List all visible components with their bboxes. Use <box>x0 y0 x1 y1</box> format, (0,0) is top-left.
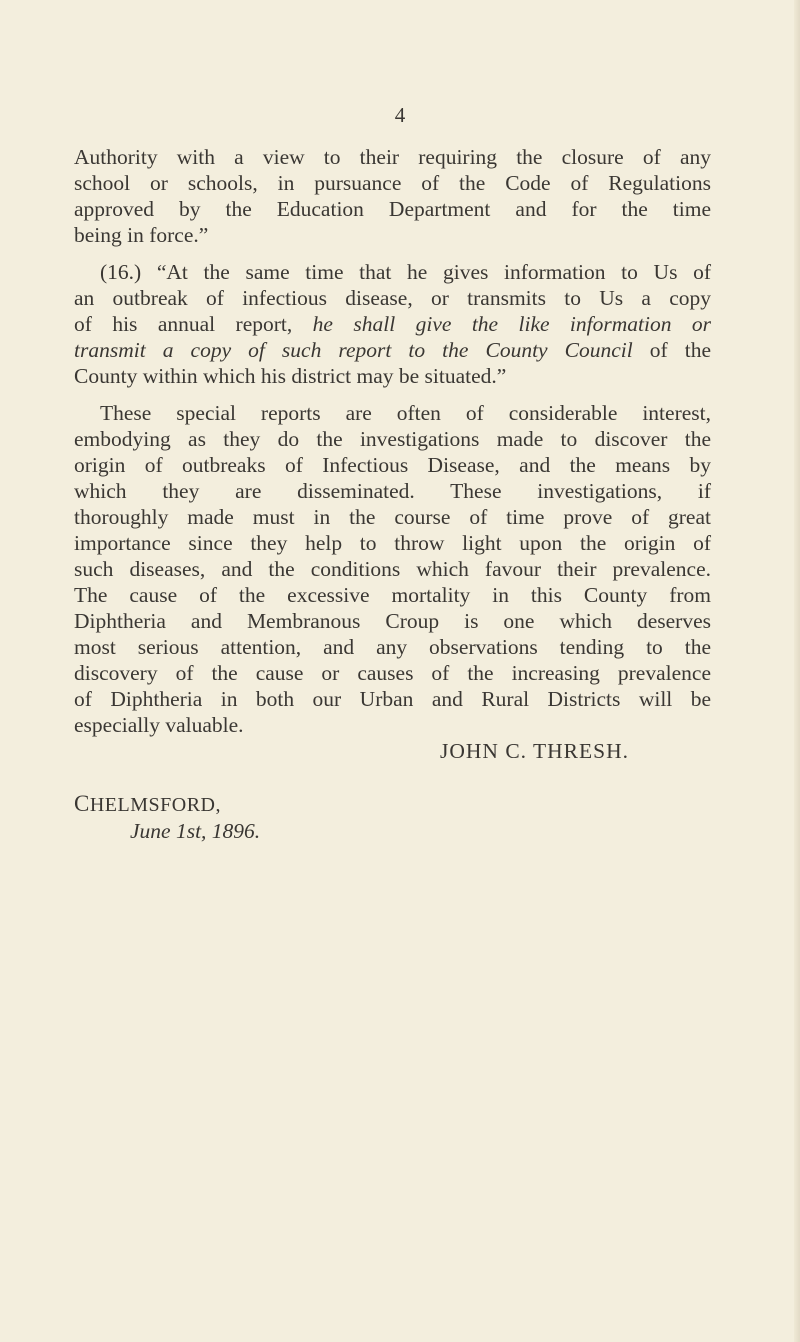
text-line: importance since they help to throw light upon the origin of <box>74 531 711 555</box>
text-run: of the <box>632 338 711 362</box>
text-line: These special reports are often of considerable interest, <box>100 401 711 425</box>
text-line: school or schools, in pursuance of the Code of Regulations <box>74 171 711 195</box>
text-line <box>74 311 711 337</box>
text-line: Authority with a view to their requiring the closure of any <box>74 145 711 169</box>
place-initial: C <box>74 791 90 816</box>
text-line: origin of outbreaks of Infectious Disease, and the means by <box>74 453 711 477</box>
text-line: discovery of the cause or causes of the increasing prevalence <box>74 661 711 685</box>
page-number: 4 <box>394 103 406 127</box>
text-line: especially valuable. <box>74 713 244 737</box>
text-line: approved by the Education Department and for the time <box>74 197 711 221</box>
text-line: most serious attention, and any observations tending to the <box>74 635 711 659</box>
text-line: such diseases, and the conditions which favour their prevalence. <box>74 557 711 581</box>
paragraph-2 <box>74 259 711 285</box>
text-line: embodying as they do the investigations made to discover the <box>74 427 711 451</box>
text-line: County within which his district may be situated.” <box>74 364 507 388</box>
text-line: being in force.” <box>74 223 209 247</box>
paragraph-1 <box>74 144 711 248</box>
place-rest: HELMSFORD, <box>89 794 221 816</box>
text-line: Diphtheria and Membranous Croup is one which deserves <box>74 609 711 633</box>
italic-run: he shall give the like information or <box>312 312 711 336</box>
signature: JOHN C. THRESH. <box>440 739 630 763</box>
body-text <box>74 144 711 844</box>
date: June 1st, 1896. <box>130 819 261 843</box>
text-line: The cause of the excessive mortality in this County from <box>74 583 711 607</box>
text-line: (16.) “At the same time that he gives information to Us of <box>100 260 711 284</box>
page-edge-shadow <box>794 0 800 1342</box>
place-name <box>74 791 711 818</box>
paragraph-2-body <box>74 285 711 389</box>
text-run: of his annual report, <box>74 312 313 336</box>
text-line <box>74 337 711 363</box>
text-line: an outbreak of infectious disease, or transmits to Us a copy <box>74 286 711 310</box>
text-line: of Diphtheria in both our Urban and Rural Districts will be <box>74 687 711 711</box>
text-line: thoroughly made must in the course of time prove of great <box>74 505 711 529</box>
italic-run: transmit a copy of such report to the County Council <box>74 338 633 362</box>
text-line: which they are disseminated. These investigations, if <box>74 479 711 503</box>
paragraph-3 <box>74 400 711 738</box>
